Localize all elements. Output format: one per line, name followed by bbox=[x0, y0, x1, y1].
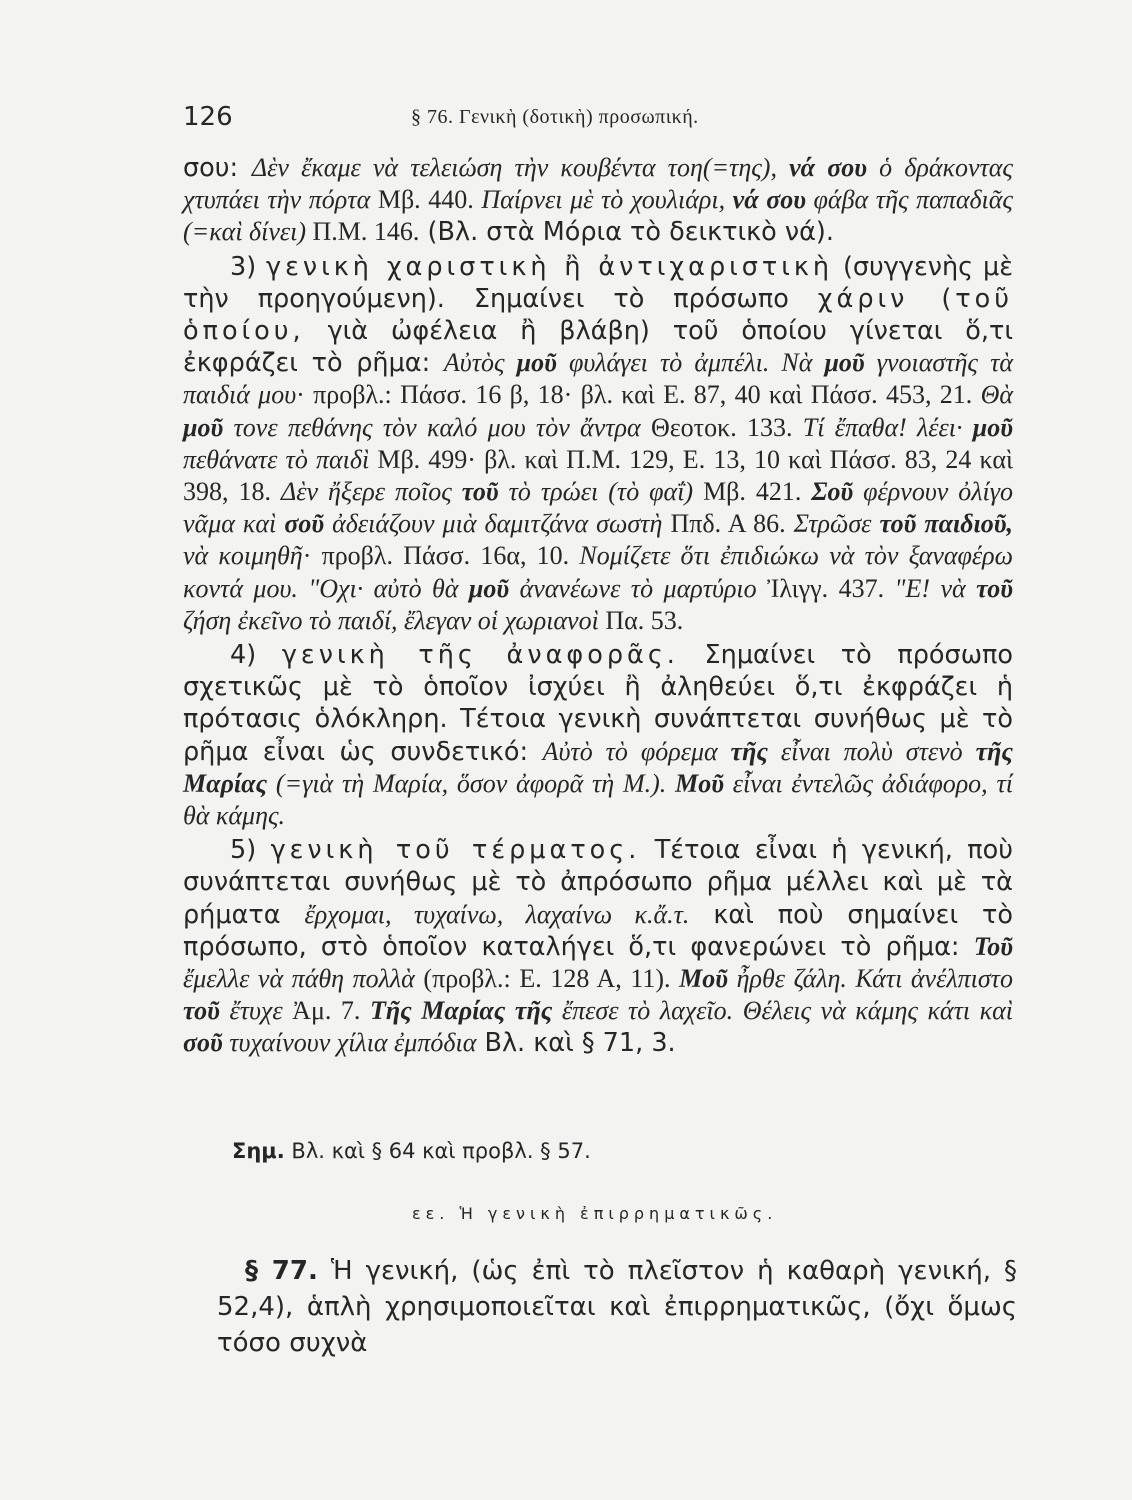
example-text: φέρνουν ὀλίγο νᾶμα καὶ bbox=[183, 477, 1013, 539]
emphasized-word: Σοῦ bbox=[811, 477, 854, 507]
paragraph-4-anaforas bbox=[183, 639, 1013, 832]
example-text: "Ε! νὰ bbox=[894, 573, 977, 603]
emphasized-word: Μοῦ bbox=[679, 964, 728, 994]
term-spaced: γενικὴ χαριστικὴ ἢ ἀντιχαριστικὴ bbox=[266, 251, 834, 282]
example-text: Δὲν ἔκαμε νὰ τελειώση τὴν κουβέντα τοη(=της), bbox=[251, 153, 790, 182]
emphasized-word: τῆς bbox=[730, 736, 768, 766]
example-text: ἔπεσε τὸ λαχεῖο. Θέλεις νὰ κάμης κάτι καὶ bbox=[552, 996, 1013, 1026]
emphasized-word: σοῦ bbox=[183, 1028, 223, 1058]
example-text: Αὐτὸ τὸ φόρεμα bbox=[542, 736, 731, 766]
section-text: Ἡ γενική, (ὡς ἐπὶ τὸ πλεῖστον ἡ καθαρὴ γενική, § 52,4), ἁπλὴ χρησιμοποιεῖται καὶ ἐπιρρηματικῶς, (ὄχι ὅμως τόσο συχνὰ bbox=[217, 1256, 1017, 1358]
citation: Ἀμ. 7. bbox=[282, 996, 370, 1026]
example-text: Θὰ bbox=[980, 380, 1013, 410]
example-text: γνοιαστῆς τὰ παιδιά μου bbox=[183, 348, 1014, 410]
example-text: φάβα τῆς παπαδιᾶς (=καὶ δίνει) bbox=[183, 185, 1013, 247]
emphasized-word: Μοῦ bbox=[675, 768, 724, 798]
list-number: 5) bbox=[230, 835, 271, 866]
main-text bbox=[183, 152, 1013, 1060]
text-run: Σημαίνει τὸ πρόσωπο σχετικῶς μὲ τὸ ὁποῖον ἰσχύει ἢ ἀληθεύει ὅ,τι ἐκφράζει ἡ πρότασις ὁλόκληρη. Τέτοια γενικὴ συνάπτεται συνήθως μὲ τὸ ρῆμα εἶναι ὡς συνδετικό: bbox=[183, 640, 1014, 767]
text-run: Βλ. καὶ § 71, 3. bbox=[476, 1028, 676, 1059]
citation: Μβ. 440. bbox=[377, 185, 482, 215]
emphasized-word: νά σου bbox=[789, 153, 867, 182]
citation: · προβλ.: Πάσσ. 16 β, 18· βλ. καὶ Ε. 87, 40 καὶ Πάσσ. 453, 21. bbox=[296, 380, 981, 410]
emphasized-word: νά σου bbox=[732, 185, 806, 215]
term-spaced: γενικὴ τῆς ἀναφορᾶς. bbox=[281, 640, 679, 671]
example-text: ἔμελλε νὰ πάθη πολλὰ bbox=[183, 964, 415, 994]
page-header bbox=[183, 100, 1013, 140]
example-text: νὰ κοιμηθῆ bbox=[183, 541, 303, 571]
term-spaced: χάριν (τοῦ ὁποίου, bbox=[183, 283, 1013, 347]
example-text: πεθάνατε τὸ παιδὶ bbox=[183, 444, 370, 474]
section-77-paragraph bbox=[217, 1253, 1017, 1361]
example-text: Τί ἔπαθα! λέει· bbox=[802, 412, 973, 442]
emphasized-word: μοῦ bbox=[824, 348, 865, 378]
example-text: ζήση ἐκεῖνο τὸ παιδί, ἔλεγαν οἱ χωριανοὶ bbox=[183, 605, 599, 635]
text-run: καὶ ποὺ σημαίνει τὸ πρόσωπο, στὸ ὁποῖον καταλήγει ὅ,τι φανερώνει τὸ ρῆμα: bbox=[183, 899, 1013, 962]
text-run: (Βλ. στὰ Μόρια τὸ δεικτικὸ νά). bbox=[419, 217, 834, 248]
section-77 bbox=[217, 1253, 1017, 1361]
example-text: τὸ τρώει (τὸ φαΐ) bbox=[498, 477, 694, 507]
example-text: ἀνανέωνε τὸ μαρτύριο bbox=[509, 573, 757, 603]
citation: Π.Μ. 146. bbox=[312, 217, 420, 247]
running-title: § 76. Γενικὴ (δοτικὴ) προσωπική. bbox=[411, 106, 699, 128]
example-text: (=γιὰ τὴ Μαρία, ὅσον ἀφορᾶ τὴ Μ.). bbox=[267, 768, 676, 798]
example-text: Νομίζετε ὅτι ἐπιδιώκω νὰ τὸν ξαναφέρω κοντά μου. "Οχι· αὐτὸ θὰ bbox=[183, 541, 1014, 603]
citation: (προβλ.: Ε. 128 Α, 11). bbox=[414, 964, 680, 994]
emphasized-word: Τῆς Μαρίας τῆς bbox=[369, 996, 553, 1026]
note-label: Σημ. bbox=[232, 1139, 285, 1163]
emphasized-word: τοῦ bbox=[976, 573, 1013, 603]
example-text: εἶναι ἐντελῶς ἀδιάφορο, τί θὰ κάμης. bbox=[183, 768, 1013, 831]
term-spaced: γενικὴ τοῦ τέρματος. bbox=[270, 835, 641, 866]
note-text: Βλ. καὶ § 64 καὶ προβλ. § 57. bbox=[284, 1139, 591, 1163]
list-number: 4) bbox=[230, 640, 282, 671]
subsection-heading: εε. Ἡ γενικὴ ἐπιρρηματικῶς. bbox=[412, 1204, 778, 1223]
emphasized-word: μοῦ bbox=[516, 348, 557, 378]
paragraph-3-charistiki bbox=[183, 251, 1013, 637]
paragraph-5-termatos bbox=[183, 834, 1013, 1059]
text-run: (συγγενὴς μὲ τὴν προηγούμενη). Σημαίνει τὸ πρόσωπο bbox=[183, 251, 1014, 314]
example-text: φυλάγει τὸ ἀμπέλι. Νὰ bbox=[556, 348, 825, 378]
emphasized-word: σοῦ bbox=[284, 509, 325, 539]
citation: · προβλ. Πάσσ. 16α, 10. bbox=[302, 541, 580, 571]
example-text: Παίρνει μὲ τὸ χουλιάρι, bbox=[481, 185, 733, 215]
text-run: γιὰ ὠφέλεια ἢ βλάβη) τοῦ ὁποίου γίνεται ὅ,τι ἐκφράζει τὸ ρῆμα: bbox=[183, 316, 1013, 379]
emphasized-word: τοῦ bbox=[461, 477, 499, 507]
example-text: ἔρχομαι, τυχαίνω, λαχαίνω κ.ἄ.τ. bbox=[304, 899, 690, 929]
page-number: 126 bbox=[183, 102, 233, 132]
example-text: ὁ δράκοντας χτυπάει τὴν πόρτα bbox=[183, 153, 1013, 215]
example-text: ἦρθε ζάλη. Κάτι ἀνέλπιστο bbox=[728, 964, 1013, 994]
example-text: Αὐτὸς bbox=[443, 348, 517, 378]
text-run: Τέτοια εἶναι ἡ γενική, ποὺ συνάπτεται συνήθως μὲ τὸ ἀπρόσωπο ρῆμα μέλλει καὶ μὲ τὰ ρήματα bbox=[183, 835, 1013, 930]
emphasized-word: μοῦ bbox=[468, 573, 510, 603]
emphasized-word: μοῦ bbox=[972, 412, 1013, 442]
citation: Θεοτοκ. 133. bbox=[640, 412, 803, 442]
example-text: Στρῶσε bbox=[793, 509, 880, 539]
text-run: σου: bbox=[183, 153, 252, 183]
emphasized-word: τῆς Μαρίας bbox=[183, 736, 1013, 798]
citation: Ἰλιγγ. 437. bbox=[756, 573, 895, 603]
example-text: Δὲν ἤξερε ποῖος bbox=[280, 477, 462, 507]
example-text: εἶναι πολὺ στενὸ bbox=[767, 736, 976, 766]
citation: Μβ. 421. bbox=[693, 477, 812, 507]
example-text: ἔτυχε bbox=[219, 996, 283, 1026]
example-text: ἀδειάζουν μιὰ δαμιτζάνα σωστὴ bbox=[324, 509, 663, 539]
example-text: τονε πεθάνης τὸν καλό μου τὸν ἄντρα bbox=[223, 412, 641, 442]
citation: Πα. 53. bbox=[598, 605, 684, 635]
note-line bbox=[232, 1139, 591, 1163]
citation: Μβ. 499· βλ. καὶ Π.Μ. 129, Ε. 13, 10 καὶ Πάσσ. 83, 24 καὶ 398, 18. bbox=[183, 444, 1013, 507]
emphasized-word: τοῦ παιδιοῦ, bbox=[879, 509, 1013, 539]
example-text: τυχαίνουν χίλια ἐμπόδια bbox=[222, 1028, 477, 1058]
citation: Ππδ. Α 86. bbox=[662, 509, 794, 539]
emphasized-word: τοῦ bbox=[183, 996, 220, 1026]
section-number: § 77. bbox=[245, 1256, 318, 1286]
emphasized-word: Τοῦ bbox=[973, 931, 1013, 961]
paragraph-continuation bbox=[183, 152, 1013, 249]
list-number: 3) bbox=[230, 251, 267, 282]
emphasized-word: μοῦ bbox=[183, 412, 224, 442]
